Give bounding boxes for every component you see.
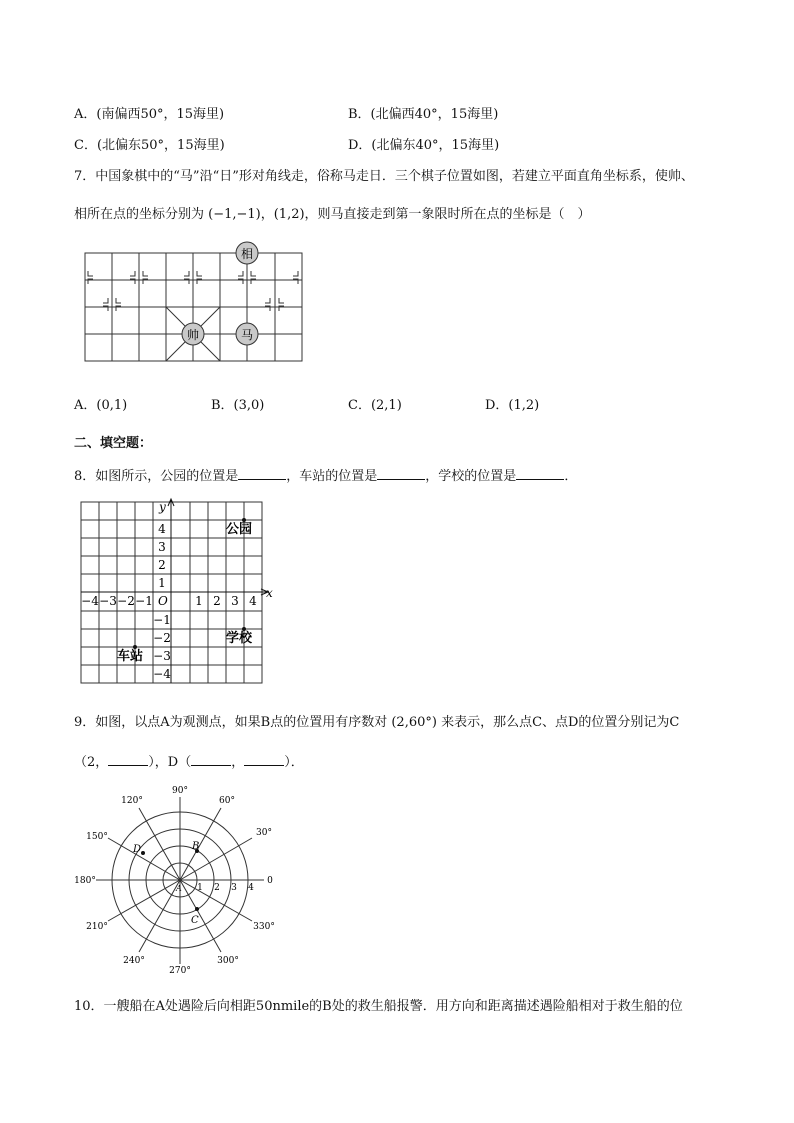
angle-label: 210° — [86, 922, 108, 932]
chess-piece-xiang — [236, 242, 258, 264]
point-c-label: C — [191, 915, 199, 926]
q8-suffix: ． — [564, 469, 578, 484]
origin-label: O — [158, 594, 168, 608]
x-tick: 4 — [249, 594, 257, 608]
chess-piece-shuai — [182, 323, 204, 345]
q8-prefix: 8．如图所示，公园的位置是 — [74, 469, 239, 484]
q7-option-a: A．(0,1) — [74, 398, 128, 413]
q8-blank-station[interactable] — [377, 467, 425, 480]
section-fill-in-heading: 二、填空题： — [74, 436, 153, 451]
q9-part-c: ， — [231, 755, 245, 770]
school-label: 学校 — [226, 631, 253, 646]
angle-label: 150° — [86, 832, 108, 842]
q9-blank-d-distance[interactable] — [191, 753, 231, 766]
polar-rays — [96, 797, 264, 964]
piece-ma-label: 马 — [240, 328, 254, 342]
point-a-label: A — [176, 884, 182, 893]
x-tick: 1 — [195, 594, 203, 608]
piece-shuai-label: 帅 — [186, 328, 200, 342]
ring-label: 4 — [248, 883, 254, 893]
q9-part-b: ），D（ — [148, 755, 192, 770]
x-tick: −1 — [135, 594, 153, 608]
park-label: 公园 — [226, 522, 253, 537]
chess-board-figure — [84, 240, 306, 365]
q7-text-line1: 7．中国象棋中的“马”沿“日”形对角线走，俗称马走日．三个棋子位置如图，若建立平面直角坐标系，使帅、 — [74, 169, 694, 184]
angle-label: 120° — [121, 796, 143, 806]
angle-label: 300° — [217, 956, 239, 966]
angle-label: 90° — [172, 786, 188, 796]
q6-option-c: C．(北偏东50°，15海里) — [74, 138, 225, 153]
angle-label: 180° — [74, 876, 96, 886]
y-tick: −3 — [153, 649, 171, 663]
angle-label: 0 — [267, 876, 273, 886]
x-tick: −4 — [81, 594, 99, 608]
q9-text-line1: 9．如图，以点A为观测点，如果B点的位置用有序数对 (2,60°) 来表示，那么点C、点D的位置分别记为C — [74, 715, 680, 730]
y-tick: 4 — [158, 522, 166, 536]
chess-piece-ma — [236, 323, 258, 345]
q8-mid2: ，学校的位置是 — [425, 469, 517, 484]
station-label: 车站 — [117, 649, 144, 664]
q8-text — [74, 465, 577, 484]
point-c-marker — [195, 907, 199, 911]
q7-option-d: D．(1,2) — [485, 398, 540, 413]
ring-labels — [197, 883, 254, 893]
q9-part-a: （2， — [74, 755, 109, 770]
q6-option-a: A．(南偏西50°，15海里) — [74, 107, 225, 122]
y-axis-label: y — [159, 500, 166, 514]
y-tick: 1 — [158, 576, 166, 590]
ring-label: 2 — [214, 883, 220, 893]
angle-label: 330° — [253, 922, 275, 932]
q8-blank-park[interactable] — [238, 467, 286, 480]
y-tick: −1 — [153, 613, 171, 627]
q9-blank-d-angle[interactable] — [244, 753, 284, 766]
x-tick: 3 — [231, 594, 239, 608]
polar-diagram-figure — [74, 783, 280, 977]
coordinate-map-figure — [76, 497, 276, 689]
q6-option-d: D．(北偏东40°，15海里) — [348, 138, 500, 153]
q8-blank-school[interactable] — [516, 467, 564, 480]
piece-xiang-label: 相 — [240, 247, 254, 261]
y-tick: 2 — [158, 558, 166, 572]
ring-label: 1 — [197, 883, 203, 893]
q6-option-b: B．(北偏西40°，15海里) — [348, 107, 499, 122]
q9-text-line2 — [74, 751, 304, 770]
point-d-marker — [141, 851, 145, 855]
x-axis-label: x — [266, 586, 273, 600]
point-b-label: B — [192, 841, 200, 852]
x-tick: −2 — [117, 594, 135, 608]
ring-label: 3 — [231, 883, 237, 893]
angle-label: 240° — [123, 956, 145, 966]
y-tick: 3 — [158, 540, 166, 554]
q7-text-line2: 相所在点的坐标分别为 (−1,−1)，(1,2)，则马直接走到第一象限时所在点的坐标是（ ） — [74, 207, 591, 222]
angle-label: 30° — [256, 828, 272, 838]
q7-option-b: B．(3,0) — [211, 398, 265, 413]
q8-mid1: ，车站的位置是 — [286, 469, 378, 484]
point-d-label: D — [133, 844, 142, 855]
x-tick-labels — [81, 594, 257, 608]
q7-option-c: C．(2,1) — [348, 398, 402, 413]
q10-text-line1: 10．一艘船在A处遇险后向相距50nmile的B处的救生船报警．用方向和距离描述遇险船相对于救生船的位 — [74, 999, 683, 1014]
y-tick: −2 — [153, 631, 171, 645]
q9-part-d: ）． — [284, 755, 304, 770]
x-tick: −3 — [99, 594, 117, 608]
angle-label: 270° — [169, 966, 191, 976]
angle-label: 60° — [219, 796, 235, 806]
x-tick: 2 — [213, 594, 221, 608]
y-tick: −4 — [153, 667, 171, 681]
q9-blank-c-angle[interactable] — [108, 753, 148, 766]
